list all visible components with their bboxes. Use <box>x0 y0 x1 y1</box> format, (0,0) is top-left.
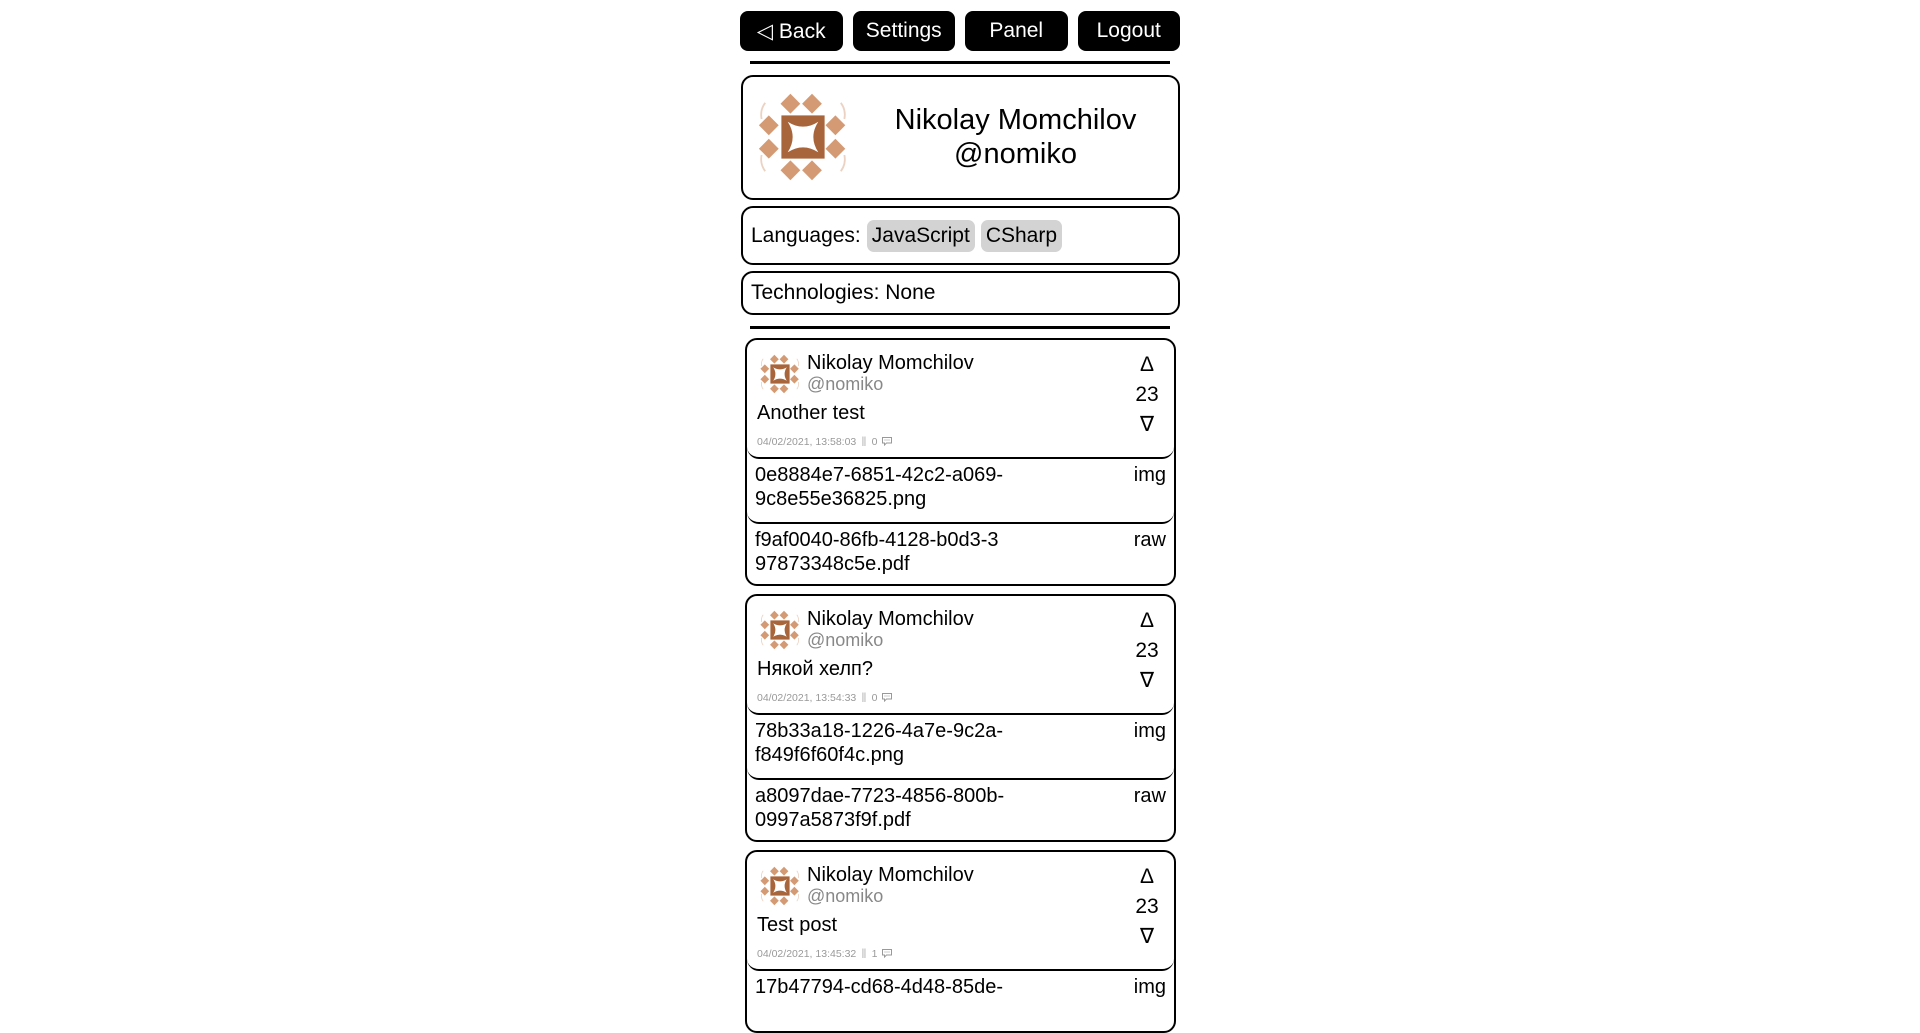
post-author-name: Nikolay Momchilov <box>807 608 974 630</box>
comment-count: 1 <box>871 947 878 960</box>
attachment-name[interactable]: a8097dae-7723-4856-800b-0997a5873f9f.pdf <box>755 785 1005 831</box>
profile-handle: @nomiko <box>954 138 1077 170</box>
post-header[interactable] <box>747 852 1174 971</box>
separator: ‖ <box>861 434 867 449</box>
upvote-button[interactable]: Δ <box>1139 609 1155 632</box>
attachment-row[interactable] <box>747 459 1174 524</box>
attachment-row[interactable] <box>747 524 1174 584</box>
post-meta <box>757 434 892 449</box>
post-date: 04/02/2021, 13:54:33 <box>757 691 857 704</box>
logout-button[interactable]: Logout <box>1078 11 1181 51</box>
vote-count: 23 <box>1135 895 1159 918</box>
post-card <box>745 594 1176 842</box>
avatar <box>758 92 848 182</box>
back-button[interactable]: ◁ Back <box>740 11 843 51</box>
post-meta <box>757 690 892 705</box>
attachment-type: img <box>1133 720 1166 742</box>
settings-button[interactable]: Settings <box>853 11 956 51</box>
post-meta <box>757 946 892 961</box>
post-author-handle: @nomiko <box>807 630 884 650</box>
attachment-row[interactable] <box>747 971 1174 1031</box>
downvote-button[interactable]: ∇ <box>1139 925 1155 948</box>
attachment-name[interactable]: 17b47794-cd68-4d48-85de- <box>755 976 1003 998</box>
language-chip: JavaScript <box>867 220 975 252</box>
vote-control <box>1132 608 1162 694</box>
downvote-button[interactable]: ∇ <box>1139 413 1155 436</box>
attachment-type: img <box>1133 464 1166 486</box>
attachment-type: img <box>1133 976 1166 998</box>
attachment-name[interactable]: f9af0040-86fb-4128-b0d3-397873348c5e.pdf <box>755 529 999 575</box>
attachment-name[interactable]: 0e8884e7-6851-42c2-a069-9c8e55e36825.png <box>755 464 1003 510</box>
vote-count: 23 <box>1135 639 1159 662</box>
post-author-name: Nikolay Momchilov <box>807 352 974 374</box>
technologies-label: Technologies: None <box>751 281 936 304</box>
attachment-name[interactable]: 78b33a18-1226-4a7e-9c2a-f849f6f60f4c.png <box>755 720 1003 766</box>
post-author-name: Nikolay Momchilov <box>807 864 974 886</box>
comment-icon <box>882 949 892 958</box>
languages-label: Languages: <box>751 223 861 247</box>
profile-card <box>741 75 1180 200</box>
post-header[interactable] <box>747 340 1174 459</box>
post-header[interactable] <box>747 596 1174 715</box>
attachment-row[interactable] <box>747 780 1174 840</box>
vote-control <box>1132 864 1162 950</box>
post-date: 04/02/2021, 13:45:32 <box>757 947 857 960</box>
post-author-handle: @nomiko <box>807 886 884 906</box>
profile-name: Nikolay Momchilov <box>894 104 1137 136</box>
comment-icon <box>882 437 892 446</box>
divider <box>750 326 1170 329</box>
attachment-type: raw <box>1133 529 1166 551</box>
avatar <box>760 354 800 394</box>
avatar <box>760 866 800 906</box>
languages-card <box>741 206 1180 265</box>
post-card <box>745 850 1176 1033</box>
comment-count: 0 <box>871 435 878 448</box>
attachment-row[interactable] <box>747 715 1174 780</box>
language-chip: CSharp <box>981 220 1062 252</box>
post-date: 04/02/2021, 13:58:03 <box>757 435 857 448</box>
vote-count: 23 <box>1135 383 1159 406</box>
separator: ‖ <box>861 946 867 961</box>
divider <box>750 61 1170 64</box>
post-author-handle: @nomiko <box>807 374 884 394</box>
downvote-button[interactable]: ∇ <box>1139 669 1155 692</box>
panel-button[interactable]: Panel <box>965 11 1068 51</box>
vote-control <box>1132 352 1162 438</box>
separator: ‖ <box>861 690 867 705</box>
comment-count: 0 <box>871 691 878 704</box>
top-nav <box>740 11 1180 51</box>
upvote-button[interactable]: Δ <box>1139 865 1155 888</box>
comment-icon <box>882 693 892 702</box>
attachment-type: raw <box>1133 785 1166 807</box>
post-body: Някой хелп? <box>757 658 873 680</box>
post-body: Another test <box>757 402 865 424</box>
upvote-button[interactable]: Δ <box>1139 353 1155 376</box>
avatar <box>760 610 800 650</box>
technologies-card <box>741 271 1180 315</box>
post-card <box>745 338 1176 586</box>
post-body: Test post <box>757 914 838 936</box>
